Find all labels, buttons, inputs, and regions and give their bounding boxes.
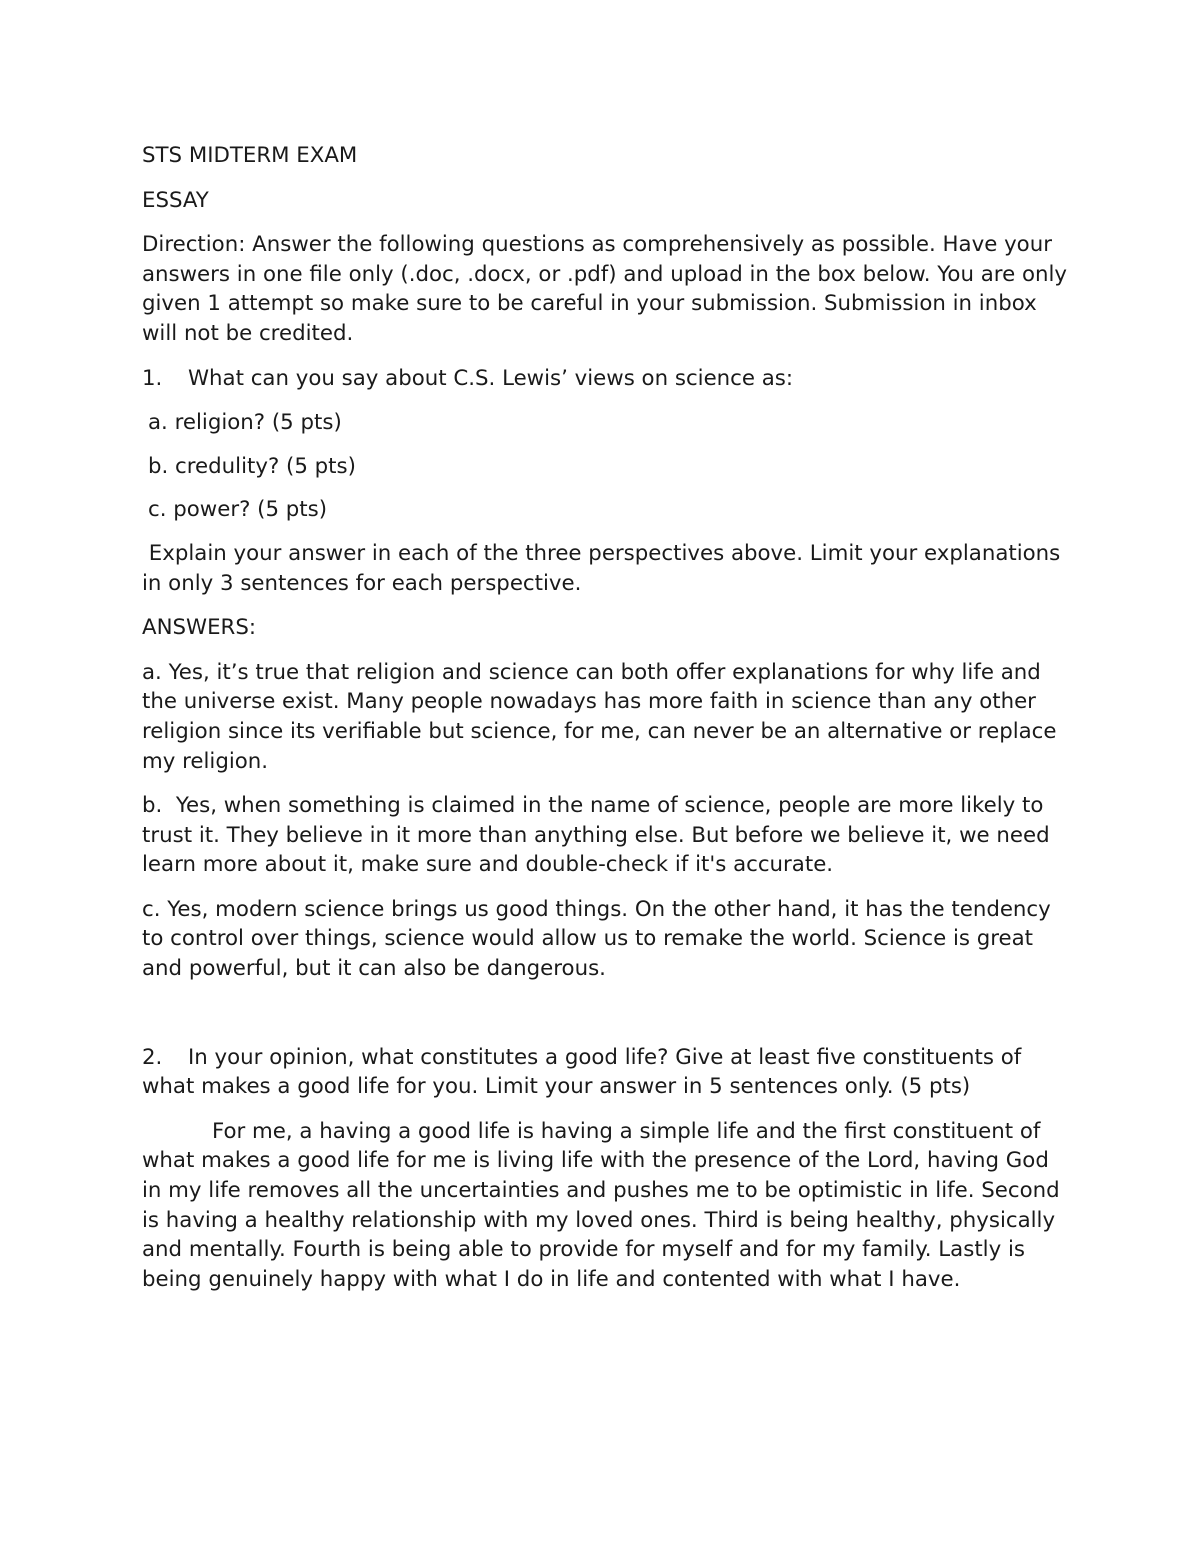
direction-paragraph: Direction: Answer the following questions as comprehensively as possible. Have your answers in one file only (.doc, .docx, or .pdf) and upload in the box below. You are only given 1 attempt so make sure to be careful in your submission. Submission in inbox will not be credited. [142,232,1067,346]
question-2-answer: For me, a having a good life is having a simple life and the first constituent of what makes a good life for me is living life with the presence of the Lord, having God in my life removes all the uncertainties and pushes me to be optimistic in life. Second is having a healthy relationship with my loved ones. Third is being healthy, physically and mentally. Fourth is being able to provide for myself and for my family. Lastly is being genuinely happy with what I do in life and contented with what I have. [142,1118,1060,1292]
question-2-text: In your opinion, what constitutes a good life? Give at least five constituents of what makes a good life for you. Limit your answer in 5 sentences only. (5 pts) [142,1044,1022,1100]
answers-heading: ANSWERS: [142,615,257,641]
answer-a: a. Yes, it’s true that religion and science can both offer explanations for why life and the universe exist. Many people nowadays has more faith in science than any other religion since its verifiable but science, for me, can never be an alternative or replace my religion. [142,659,1057,774]
document-page [142,141,1067,1309]
question-2-number: 2. [142,1044,163,1070]
section-heading: ESSAY [142,187,209,213]
question-1 [142,364,1067,394]
answer-b: b. Yes, when something is claimed in the name of science, people are more likely to trust it. They believe in it more than anything else. But before we believe it, we need learn more about it, make sure and double-check if it's accurate. [142,793,1057,878]
answer-c: c. Yes, modern science brings us good things. On the other hand, it has the tendency to control over things, science would allow us to remake the world. Science is great and powerful, but it can also be dangerous. [142,896,1051,982]
question-1-instruction: Explain your answer in each of the three perspectives above. Limit your explanations in only 3 sentences for each perspective. [142,540,1068,596]
question-1-text: What can you say about C.S. Lewis’ views on science as: [188,365,794,391]
question-1-option-a: a. religion? (5 pts) [148,410,342,436]
question-1-option-c: c. power? (5 pts) [148,497,328,523]
document-title: STS MIDTERM EXAM [142,143,358,168]
question-1-number: 1. [142,365,163,391]
question-2 [142,1043,1067,1102]
question-1-option-b: b. credulity? (5 pts) [148,453,356,479]
blank-line [142,999,1067,1043]
